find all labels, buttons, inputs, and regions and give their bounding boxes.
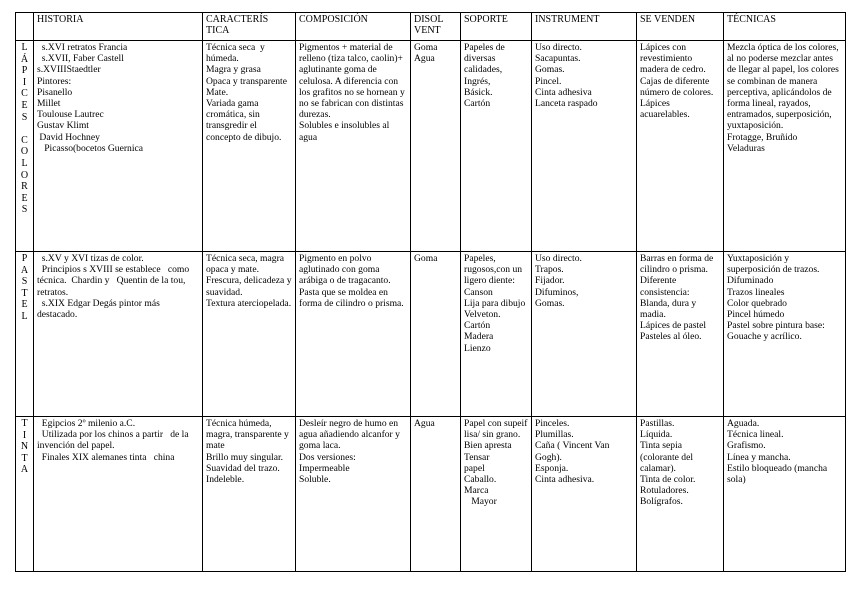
cell-line: Agua <box>414 53 435 65</box>
cell-line: Dos versiones: <box>299 451 356 463</box>
header-tecnicas: TÉCNICAS <box>724 13 846 41</box>
cell-disolvente <box>411 417 461 572</box>
cell-line: Veladuras <box>727 142 765 154</box>
cell-line: Técnica húmeda, magra, transparente y mate <box>206 418 292 452</box>
header-soporte: SOPORTE <box>461 13 532 41</box>
cell-line: Color quebrado <box>727 297 787 309</box>
cell-line: Sacapuntas. <box>535 53 581 65</box>
cell-line: Línea y mancha. <box>727 451 791 463</box>
cell-line: papel <box>464 462 485 474</box>
cell-line: Soluble. <box>299 474 331 486</box>
row-label-lapices-colores <box>16 41 34 252</box>
row-label-pastel <box>16 252 34 417</box>
row-tinta <box>16 417 846 572</box>
cell-line: Finales XIX alemanes tinta china <box>37 451 175 463</box>
cell-line: Egipcios 2º milenio a.C. <box>37 418 136 429</box>
cell-historia <box>34 252 203 417</box>
row-label-letter: R <box>21 181 28 193</box>
row-label-letter: S <box>21 111 28 123</box>
cell-line: Utilizada por los chinos a partir de la invención del papel. <box>37 429 191 452</box>
cell-instrumento <box>532 252 637 417</box>
row-label-letter: L <box>21 42 28 53</box>
cell-line: Aguada. <box>727 418 760 429</box>
row-label-letter: T <box>21 452 28 464</box>
cell-line: Magra y grasa <box>206 64 261 76</box>
cell-tecnicas <box>724 417 846 572</box>
row-label-letter: S <box>21 276 28 288</box>
cell-line: Lienzo <box>464 342 491 354</box>
cell-line: Rotuladores. <box>640 485 689 497</box>
cell-line: Papeles, rugosos,con un ligero diente: <box>464 253 525 287</box>
cell-line: Mezcla óptica de los colores, al no poderse mezclar antes de llegar al papel, los colores se combinan de manera perceptiva, aplicándolos de forma lineal, rayados, entramados, superposición, yuxtaposición. <box>727 42 842 132</box>
cell-line: Bolígrafos. <box>640 496 683 508</box>
header-historia: HISTORIA <box>34 13 203 41</box>
cell-line: Pintores: <box>37 75 72 87</box>
cell-line: Gomas. <box>535 64 565 76</box>
cell-line: Pigmento en polvo aglutinado con goma arábiga o de tragacanto. Pasta que se moldea en forma de cilindro o prisma. <box>299 253 404 309</box>
cell-tecnicas <box>724 41 846 252</box>
cell-line: Pincel húmedo <box>727 309 785 321</box>
row-label-letter: S <box>21 204 28 216</box>
row-label-letter: C <box>21 134 28 146</box>
cell-composicion <box>296 417 411 572</box>
cell-line: Uso directo. <box>535 42 582 53</box>
cell-line: Yuxtaposición y superposición de trazos. <box>727 253 820 276</box>
cell-line: Solubles e insolubles al agua <box>299 120 392 143</box>
header-disolvente: DISOL VENT <box>411 13 461 41</box>
cell-line: Papeles de diversas calidades, <box>464 42 508 76</box>
cell-line: Cartón <box>464 98 491 110</box>
cell-line: Textura aterciopelada. <box>206 297 292 309</box>
cell-line: Cinta adhesiva. <box>535 474 595 486</box>
row-label-letter: Á <box>20 53 29 65</box>
row-label-letter: A <box>20 264 29 276</box>
cell-line: Fijador. <box>535 275 565 287</box>
cell-line: Pigmentos + material de relleno (tiza talco, caolin)+ aglutinante goma de celulosa. A diferencia con los grafitos no se hornean y no se fabrican con distintas durezas. <box>299 42 408 121</box>
cell-caracteristica <box>203 41 296 252</box>
cell-line: Goma <box>414 253 438 264</box>
row-label-tinta <box>16 417 34 572</box>
cell-line: Brillo muy singular. <box>206 451 284 463</box>
cell-line: Trapos. <box>535 264 564 276</box>
cell-line: Cinta adhesiva <box>535 86 592 98</box>
cell-line: s.XIX Edgar Degás pintor más destacado. <box>37 297 168 321</box>
cell-instrumento <box>532 41 637 252</box>
cell-line: Suavidad del trazo. <box>206 462 280 474</box>
header-se-venden: SE VENDEN <box>637 13 724 41</box>
cell-line: Diferente consistencia: Blanda, dura y madia. <box>640 275 699 321</box>
cell-line: Gustav Klimt <box>37 120 89 132</box>
row-pastel <box>16 252 846 417</box>
cell-line: Madera <box>464 331 494 343</box>
cell-line: Difuminado <box>727 275 774 287</box>
header-composicion: COMPOSICIÓN <box>296 13 411 41</box>
cell-line: Tensar <box>464 451 490 463</box>
cell-line: Pastel sobre pintura base: Gouache y acrílico. <box>727 320 828 343</box>
row-label-letter: T <box>21 287 28 299</box>
cell-line: Mate. <box>206 86 229 98</box>
row-label-letter: I <box>22 429 27 441</box>
row-label-letter: L <box>21 157 28 169</box>
cell-tecnicas <box>724 252 846 417</box>
row-label-letter: E <box>21 299 28 311</box>
row-label-letter: E <box>21 99 28 111</box>
row-label-letter <box>16 123 33 135</box>
cell-composicion <box>296 41 411 252</box>
cell-line: Técnica seca, magra opaca y mate. <box>206 253 287 276</box>
cell-line: Indeleble. <box>206 474 245 486</box>
cell-line: Pisanello <box>37 86 73 98</box>
cell-line: Grafismo. <box>727 440 766 452</box>
cell-line: Lápices de pastel <box>640 320 707 332</box>
cell-line: David Hochney <box>37 131 100 143</box>
header-instrumento: INSTRUMENT <box>532 13 637 41</box>
cell-line: Frotagge, Bruñido <box>727 131 798 143</box>
cell-line: s.XVIIIStaedtler <box>37 64 101 76</box>
cell-line: Caña ( Vincent Van Gogh). <box>535 440 612 463</box>
row-label-letter: P <box>21 65 28 77</box>
cell-line: Goma <box>414 42 438 53</box>
row-label-letter: T <box>21 418 28 429</box>
cell-line: s.XV y XVI tizas de color. <box>37 253 144 264</box>
cell-line: Cajas de diferente número de colores. <box>640 75 714 98</box>
cell-historia <box>34 41 203 252</box>
cell-line: s.XVI retratos Francia <box>37 42 128 53</box>
header-cell-side <box>16 13 34 41</box>
cell-caracteristica <box>203 252 296 417</box>
cell-se-venden <box>637 417 724 572</box>
cell-line: Trazos lineales <box>727 286 785 298</box>
row-label-letter: L <box>21 310 28 322</box>
cell-line: Pasteles al óleo. <box>640 331 702 343</box>
cell-line: Canson <box>464 286 493 298</box>
cell-line: Líquida. <box>640 429 673 441</box>
cell-line: Velveton. <box>464 309 501 321</box>
cell-disolvente <box>411 252 461 417</box>
cell-disolvente <box>411 41 461 252</box>
cell-line: Básick. <box>464 86 493 98</box>
row-label-letter: P <box>21 253 28 264</box>
cell-soporte <box>461 41 532 252</box>
cell-line: Mayor <box>464 496 497 508</box>
cell-soporte <box>461 417 532 572</box>
cell-line: Tinta de color. <box>640 474 696 486</box>
cell-line: Variada gama cromática, sin transgredir el concepto de dibujo. <box>206 98 282 143</box>
cell-line: Gomas. <box>535 297 565 309</box>
cell-line: Pincel. <box>535 75 562 87</box>
cell-line: Bien apresta <box>464 440 512 452</box>
cell-line: Esponja. <box>535 462 569 474</box>
cell-composicion <box>296 252 411 417</box>
cell-line: Principios s XVIII se establece como técnica. Chardin y Quentin de la tou, retratos. <box>37 264 192 298</box>
cell-line: Pastillas. <box>640 418 675 429</box>
cell-line: Lápices acuarelables. <box>640 98 690 121</box>
row-label-letter: A <box>20 464 29 476</box>
cell-line: Opaca y transparente <box>206 75 287 87</box>
cell-historia <box>34 417 203 572</box>
cell-line: Pinceles. <box>535 418 570 429</box>
cell-line: Agua <box>414 418 435 429</box>
row-label-letter: C <box>21 88 28 100</box>
cell-line: Técnica lineal. <box>727 429 784 441</box>
cell-line: Frescura, delicadeza y suavidad. <box>206 275 294 298</box>
cell-line: Picasso(bocetos Guernica <box>37 142 144 154</box>
cell-line: Cartón <box>464 320 491 332</box>
cell-line: Impermeable <box>299 462 350 474</box>
techniques-table <box>15 12 846 572</box>
row-label-letter: E <box>21 192 28 204</box>
cell-line: Lápices con revestimiento madera de cedro. <box>640 42 706 76</box>
cell-line: Caballo. <box>464 474 497 486</box>
cell-line: s.XVII, Faber Castell <box>37 53 124 65</box>
cell-instrumento <box>532 417 637 572</box>
cell-line: Marca <box>464 485 489 497</box>
cell-line: Millet <box>37 98 61 110</box>
cell-line: Lija para dibujo <box>464 297 526 309</box>
cell-line: Plumillas. <box>535 429 574 441</box>
cell-line: Lanceta raspado <box>535 98 598 110</box>
row-lapices-colores <box>16 41 846 252</box>
cell-caracteristica <box>203 417 296 572</box>
cell-line: Tinta sepia (colorante del calamar). <box>640 440 696 474</box>
cell-line: Desleír negro de humo en agua añadiendo alcanfor y goma laca. <box>299 418 403 452</box>
cell-se-venden <box>637 41 724 252</box>
header-caracteristica: CARACTERÍS TICA <box>203 13 296 41</box>
cell-line: Difuminos, <box>535 286 579 298</box>
cell-se-venden <box>637 252 724 417</box>
cell-line: Toulouse Lautrec <box>37 109 104 121</box>
cell-line: Ingrés, <box>464 75 491 87</box>
row-label-letter: N <box>20 441 29 453</box>
cell-line: Barras en forma de cilindro o prisma. <box>640 253 716 276</box>
cell-soporte <box>461 252 532 417</box>
row-label-letter: O <box>20 146 29 158</box>
cell-line: Estilo bloqueado (mancha sola) <box>727 462 830 486</box>
row-label-letter: O <box>20 169 29 181</box>
cell-line: Uso directo. <box>535 253 582 264</box>
header-row <box>16 13 846 41</box>
cell-line: Técnica seca y húmeda. <box>206 42 268 65</box>
row-label-letter: I <box>22 76 27 88</box>
cell-line: Papel con supeif lisa/ sin grano. <box>464 418 530 441</box>
